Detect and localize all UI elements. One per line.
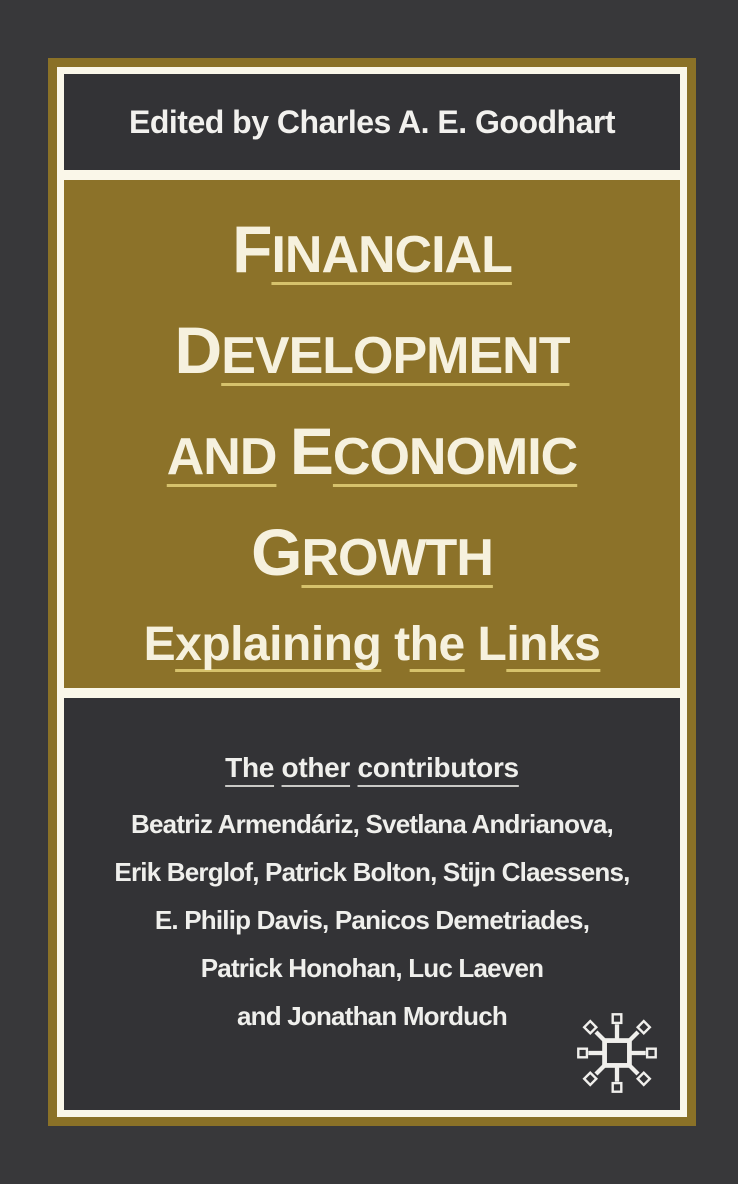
- subtitle-rest: xplaining: [175, 618, 382, 671]
- contributors-panel: [64, 698, 680, 1110]
- heading-word: The: [225, 752, 275, 783]
- title-initial: G: [251, 515, 302, 589]
- title-line-financial: [64, 202, 680, 303]
- contributors-heading: [64, 748, 680, 788]
- editor-credit: Edited by Charles A. E. Goodhart: [129, 103, 615, 140]
- title-initial: F: [232, 212, 272, 286]
- contributor-line: and Jonathan Morduch: [236, 1001, 507, 1031]
- subtitle-initial: L: [477, 618, 507, 671]
- subtitle-rest: he: [409, 618, 465, 671]
- contributor-line: E. Philip Davis, Panicos Demetriades,: [154, 905, 590, 935]
- subtitle-initial: t: [394, 618, 410, 671]
- title-rest: ROWTH: [301, 529, 493, 587]
- subtitle: [64, 606, 680, 684]
- cover-inner-border: [57, 67, 687, 1117]
- title-line-development: [64, 303, 680, 404]
- title-initial: D: [174, 313, 222, 387]
- subtitle-rest: inks: [506, 618, 601, 671]
- heading-word: other: [281, 752, 351, 783]
- palgrave-starburst-logo-icon: [574, 1010, 660, 1096]
- title-panel: [64, 180, 680, 688]
- editor-bar: [64, 74, 680, 170]
- contributor-line: Patrick Honohan, Luc Laeven: [200, 953, 544, 983]
- subtitle-initial: E: [143, 618, 176, 671]
- contributor-line: Erik Berglof, Patrick Bolton, Stijn Claessens,: [114, 857, 630, 887]
- title-line-and-economic: [64, 404, 680, 505]
- contributor-line: Beatriz Armendáriz, Svetlana Andrianova,: [131, 809, 613, 839]
- title-word-and: AND: [166, 428, 277, 486]
- title-rest: CONOMIC: [332, 428, 578, 486]
- title-line-growth: [64, 505, 680, 606]
- title-rest: INANCIAL: [271, 226, 512, 284]
- heading-word: contributors: [357, 752, 519, 783]
- title-rest: EVELOPMENT: [221, 327, 570, 385]
- book-cover-frame: [48, 58, 696, 1126]
- title-initial: E: [289, 414, 333, 488]
